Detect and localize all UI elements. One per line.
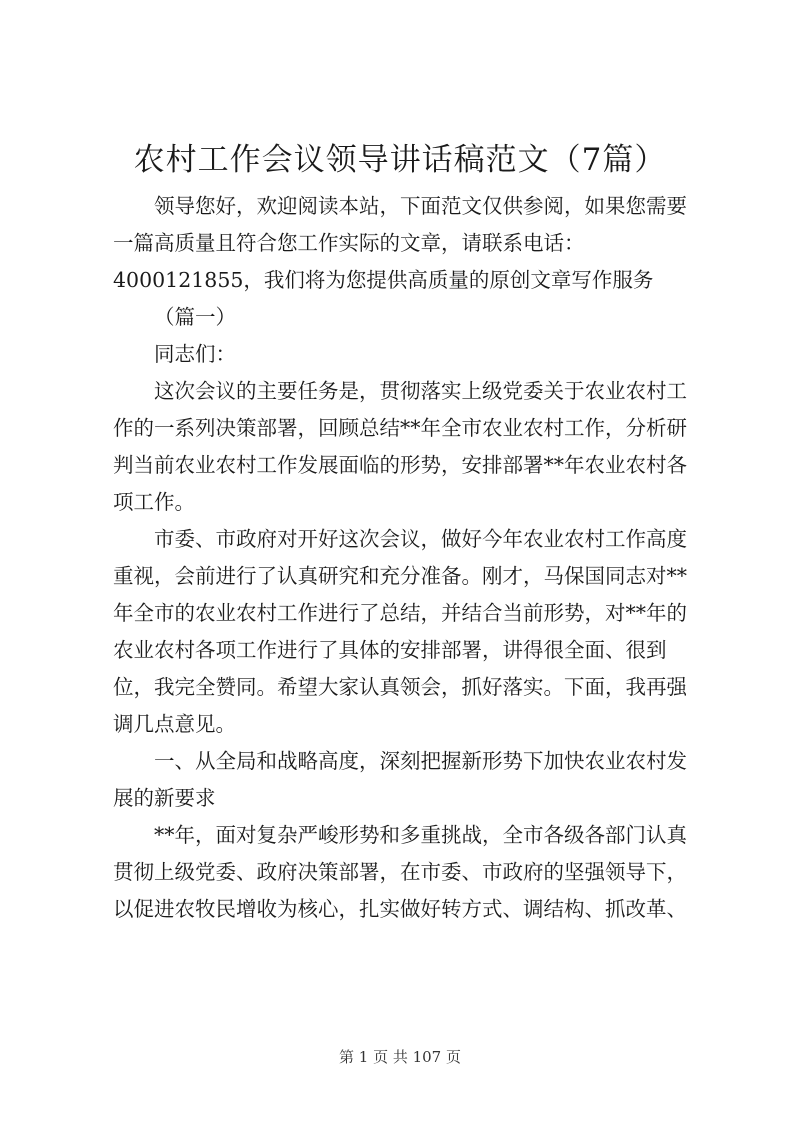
page-number-footer: 第 1 页 共 107 页 — [338, 1048, 461, 1066]
section-heading: 一、从全局和战略高度，深刻把握新形势下加快农业农村发展的新要求 — [113, 749, 687, 810]
intro-paragraph: 领导您好，欢迎阅读本站，下面范文仅供参阅，如果您需要一篇高质量且符合您工作实际的文章，请联系电话：4000121855，我们将为您提供高质量的原创文章写作服务 — [113, 194, 687, 292]
body-paragraph: 这次会议的主要任务是，贯彻落实上级党委关于农业农村工作的一系列决策部署，回顾总结**年全市农业农村工作，分析研判当前农业农村工作发展面临的形势，安排部署**年农业农村各项工作。 — [113, 379, 687, 514]
document-title: 农村工作会议领导讲话稿范文（7篇） — [133, 142, 667, 178]
body-paragraph: **年，面对复杂严峻形势和多重挑战，全市各级各部门认真贯彻上级党委、政府决策部署，在市委、市政府的坚强领导下，以促进农牧民增收为核心，扎实做好转方式、调结构、抓改革、 — [113, 823, 687, 921]
body-paragraph: 市委、市政府对开好这次会议，做好今年农业农村工作高度重视，会前进行了认真研究和充分准备。刚才，马保国同志对**年全市的农业农村工作进行了总结，并结合当前形势，对**年的农业农村各项工作进行了具体的安排部署，讲得很全面、很到位，我完全赞同。希望大家认真领会，抓好落实。下面，我再强调几点意见。 — [113, 527, 687, 736]
document-body — [113, 188, 703, 928]
section-label: （篇一） — [154, 305, 236, 329]
salutation: 同志们： — [154, 342, 236, 366]
